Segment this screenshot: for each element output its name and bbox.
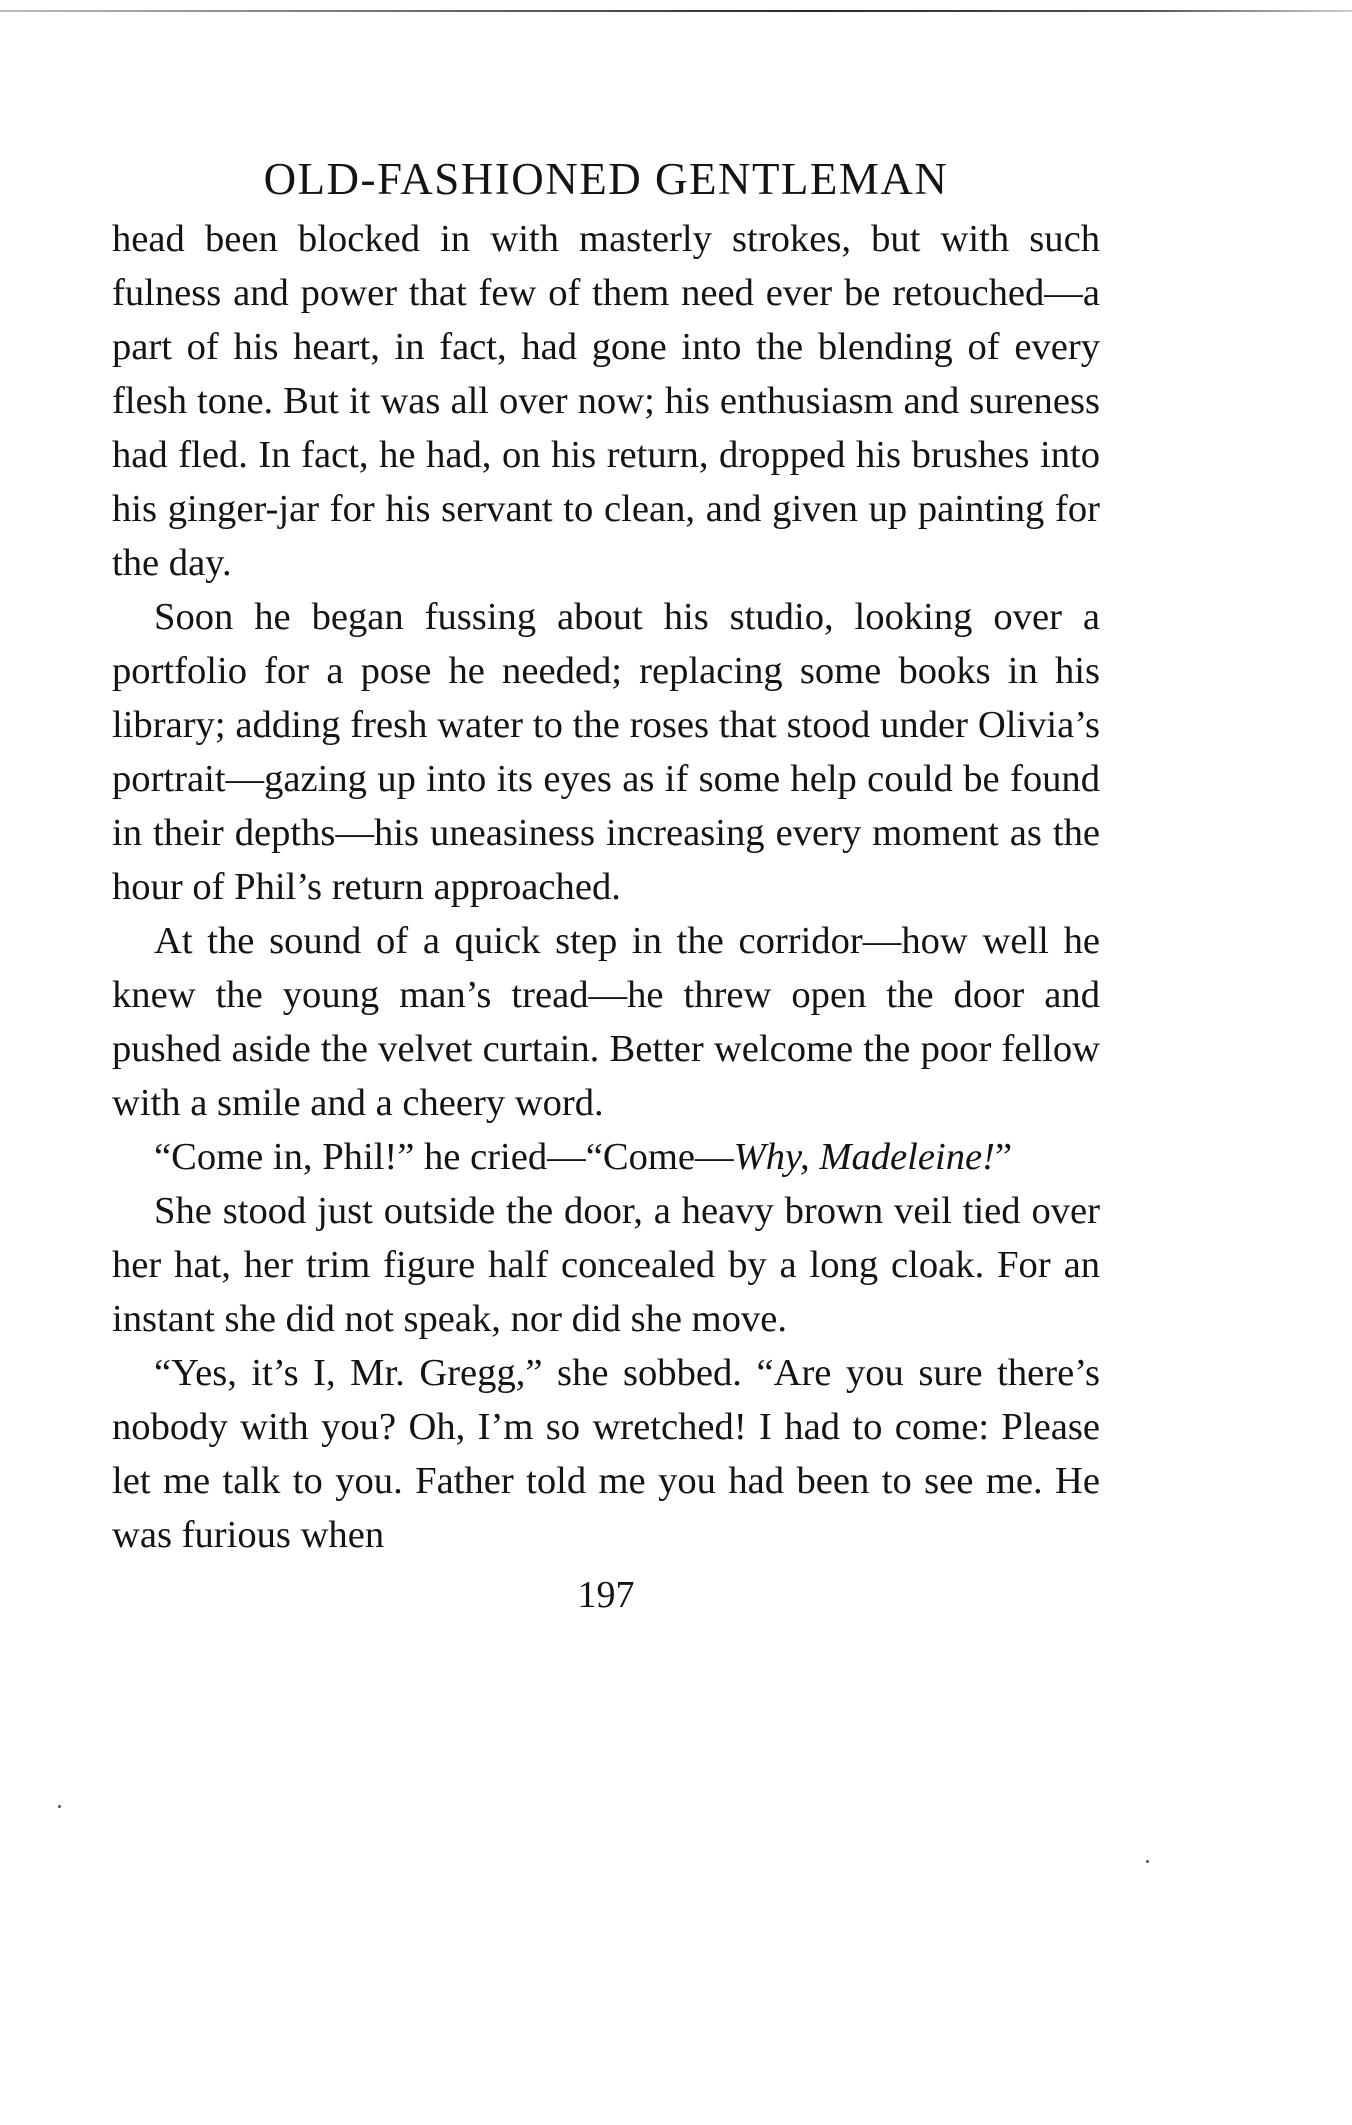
margin-speck — [58, 1805, 61, 1808]
paragraph-4 — [112, 1130, 1100, 1184]
paragraph-4-text: “Come in, Phil!” he cried—“Come— — [154, 1136, 734, 1178]
top-rule — [0, 10, 1352, 12]
paragraph-5: She stood just outside the door, a heavy brown veil tied over her hat, her trim figure half concealed by a long cloak. For an instant she did not speak, nor did she move. — [112, 1190, 1100, 1340]
paragraph-3: At the sound of a quick step in the corridor—how well he knew the young man’s tread—he threw open the door and pushed aside the velvet curtain. Better welcome the poor fellow with a smile and a cheery word. — [112, 920, 1100, 1124]
paragraph-6: “Yes, it’s I, Mr. Gregg,” she sobbed. “Are you sure there’s nobody with you? Oh, I’m so wretched! I had to come: Please let me talk to you. Father told me you had been to see me. He was furious when — [112, 1352, 1100, 1556]
margin-speck — [1146, 1860, 1149, 1863]
book-page — [112, 150, 1100, 1620]
paragraph-4-italic: Why, Madeleine! — [733, 1136, 995, 1178]
paragraph-1: head been blocked in with masterly strokes, but with such fulness and power that few of them need ever be retouched—a part of his heart, in fact, had gone into the blending of every flesh tone. But it was all over now; his enthusiasm and sureness had fled. In fact, he had, on his return, dropped his brushes into his ginger-jar for his servant to clean, and given up painting for the day. — [112, 218, 1100, 584]
running-head: OLD-FASHIONED GENTLEMAN — [263, 154, 949, 204]
body-text — [112, 212, 1100, 1562]
page-number: 197 — [577, 1574, 635, 1616]
paragraph-4-close-quote: ” — [994, 1136, 1013, 1178]
paragraph-2: Soon he began fussing about his studio, looking over a portfolio for a pose he needed; replacing some books in his library; adding fresh water to the roses that stood under Olivia’s portrait—gazing up into its eyes as if some help could be found in their depths—his uneasiness increasing every moment as the hour of Phil’s return approached. — [112, 596, 1100, 908]
